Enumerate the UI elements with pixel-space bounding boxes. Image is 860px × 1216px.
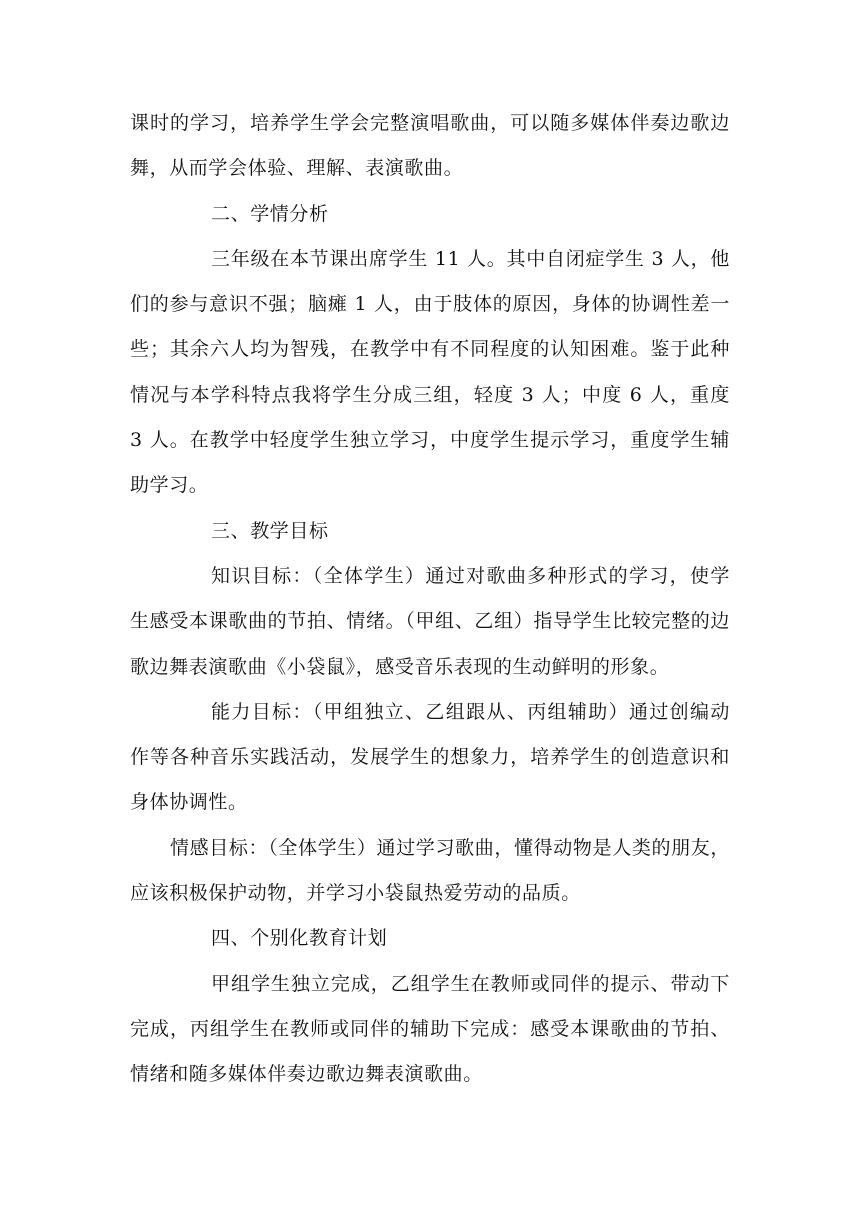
section-heading-teaching-objectives: 三、教学目标 bbox=[211, 519, 329, 542]
paragraph-learner-analysis: 三年级在本节课出席学生 11 人。其中自闭症学生 3 人，他们的参与意识不强；脑瘫 1 人，由于肢体的原因，身体的协调性差一些；其余六人均为智残，在教学中有不同程度的认知困难。鉴于此种情况与本学科特点我将学生分成三组，轻度 3 人；中度 6 人，重度 3 人。在教学中轻度学生独立学习，中度学生提示学习，重度学生辅助学习。 bbox=[130, 247, 730, 497]
paragraph-emotional-objective: 情感目标：（全体学生）通过学习歌曲，懂得动物是人类的朋友，应该积极保护动物，并学习小袋鼠热爱劳动的品质。 bbox=[130, 836, 730, 905]
paragraph-ability-objective: 能力目标：（甲组独立、乙组跟从、丙组辅助）通过创编动作等各种音乐实践活动，发展学生的想象力，培养学生的创造意识和身体协调性。 bbox=[130, 700, 730, 814]
document-body bbox=[130, 101, 730, 1098]
section-heading-individualized-plan: 四、个别化教育计划 bbox=[211, 927, 388, 950]
paragraph-individualized-plan: 甲组学生独立完成，乙组学生在教师或同伴的提示、带动下完成，丙组学生在教师或同伴的辅助下完成：感受本课歌曲的节拍、情绪和随多媒体伴奏边歌边舞表演歌曲。 bbox=[130, 972, 730, 1086]
paragraph-knowledge-objective: 知识目标：（全体学生）通过对歌曲多种形式的学习，使学生感受本课歌曲的节拍、情绪。（甲组、乙组）指导学生比较完整的边歌边舞表演歌曲《小袋鼠》，感受音乐表现的生动鲜明的形象。 bbox=[130, 564, 730, 678]
section-heading-learner-analysis: 二、学情分析 bbox=[211, 202, 329, 225]
paragraph-intro-continuation: 课时的学习，培养学生学会完整演唱歌曲，可以随多媒体伴奏边歌边舞，从而学会体验、理解、表演歌曲。 bbox=[130, 112, 730, 180]
